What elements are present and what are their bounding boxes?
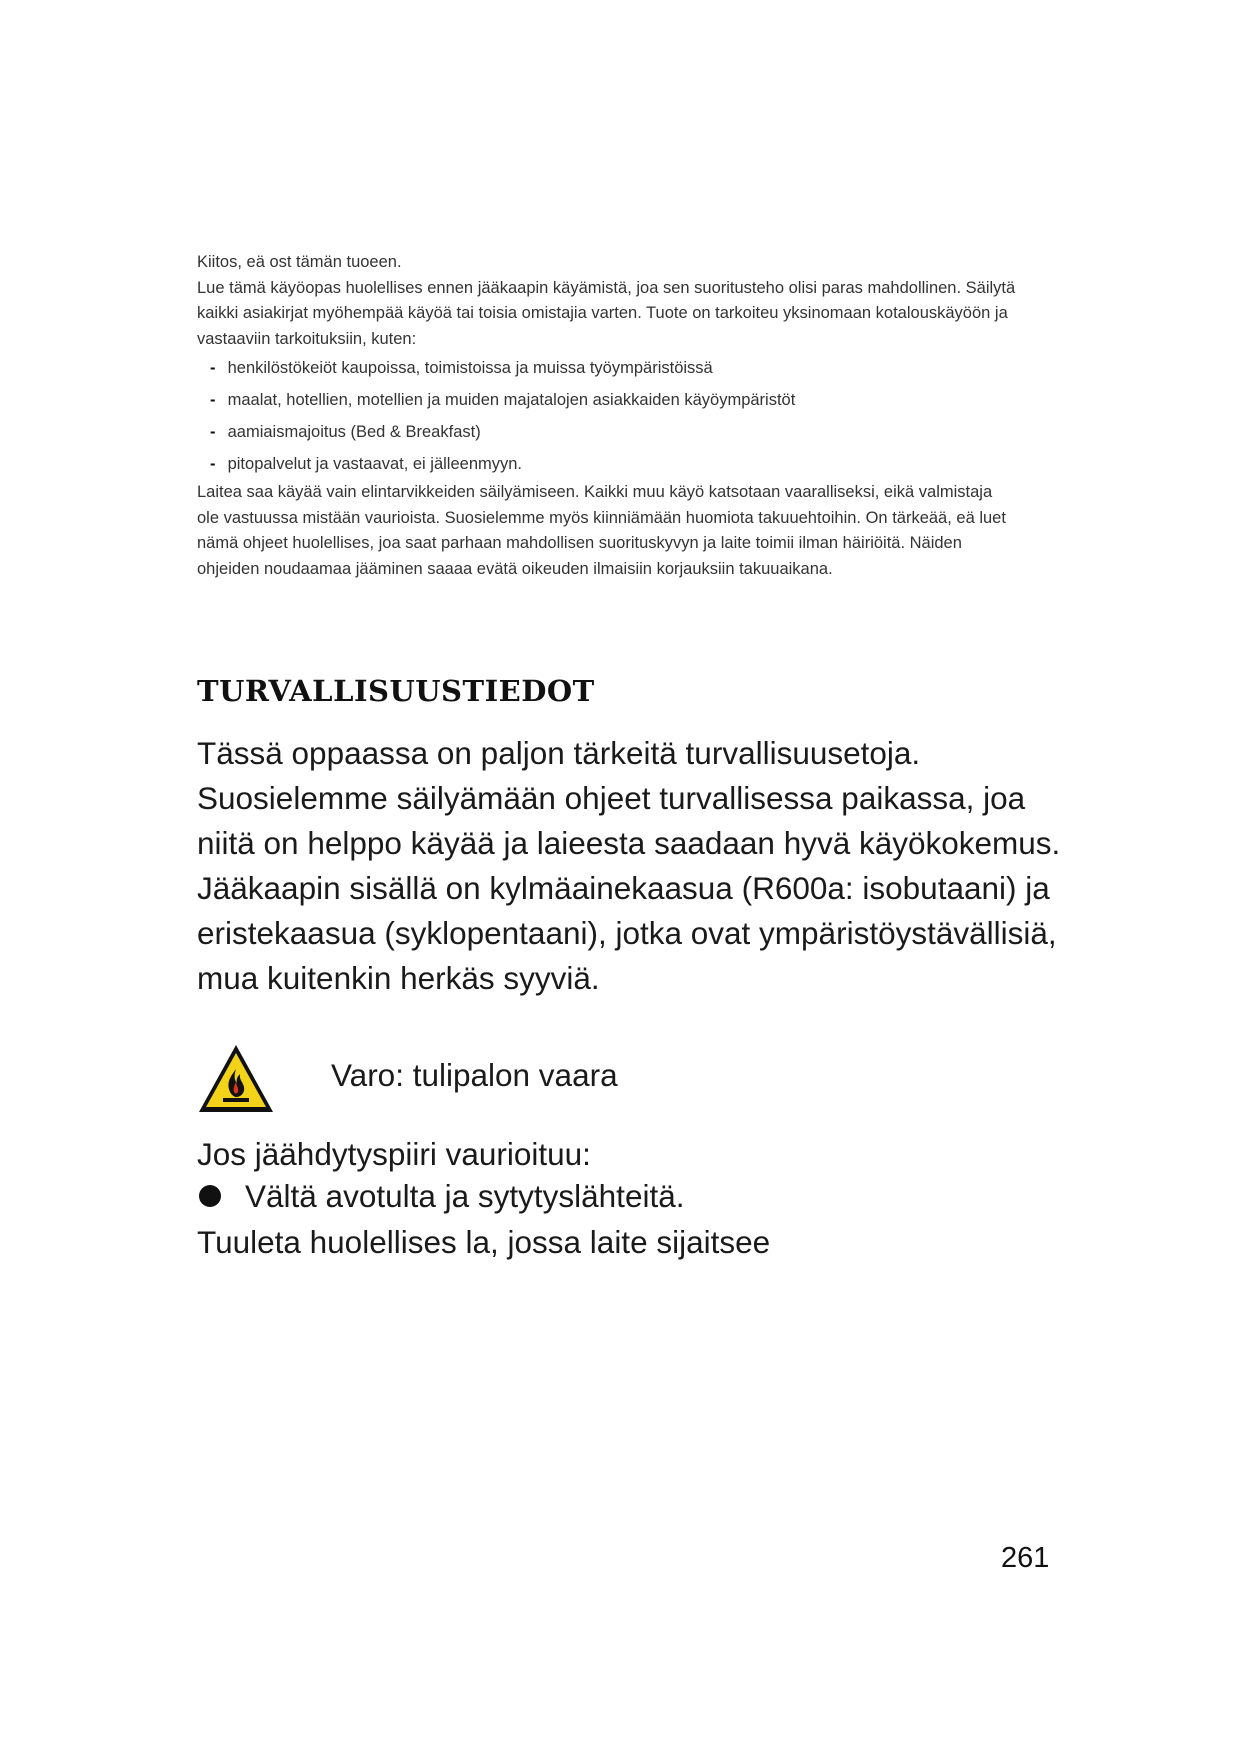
page-number: 261 — [1001, 1542, 1050, 1574]
list-item: - maalat, hotellien, motellien ja muiden majatalojen asiakkaiden käyöympäristöt — [210, 384, 1017, 416]
fire-hazard-warning-icon — [196, 1042, 276, 1116]
intro-closing: Laitea saa käyää vain elintarvikkeiden säilyämiseen. Kaikki muu käyö katsotaan vaaralliseksi, eikä valmistaja ole vastuussa mistään vaurioista. Suosielemme myös kiinniämään huomiota takuuehtoihin. On tärkeää, eä luet nämä ohjeet huolellises, joa saat parhaan mahdollisen suorituskyvyn ja laite toimii ilman häiriöitä. Näiden ohjeiden noudaamaa jääminen saaaa evätä oikeuden ilmaisiin korjauksiin takuuaikana. — [197, 483, 1006, 578]
section-heading: TURVALLISUUSTIEDOT — [197, 674, 595, 708]
dash-bullet: - — [210, 391, 216, 409]
usage-list — [197, 352, 1017, 480]
dash-bullet: - — [210, 423, 216, 441]
dash-bullet: - — [210, 359, 216, 377]
bullet-dot-icon — [199, 1185, 221, 1207]
intro-thanks: Kiitos, eä ost tämän tuoeen. — [197, 253, 402, 271]
condition-text: Jos jäähdytyspiiri vaurioituu: — [197, 1136, 591, 1172]
list-item: - aamiaismajoitus (Bed & Breakfast) — [210, 416, 1017, 448]
bullet-item — [197, 1174, 684, 1219]
list-item: - henkilöstökeiöt kaupoissa, toimistoissa ja muissa työympäristöissä — [210, 352, 1017, 384]
ventilate-text: Tuuleta huolellises la, jossa laite sijaitsee — [197, 1224, 771, 1260]
intro-section — [197, 250, 1017, 582]
bullet-text: Vältä avotulta ja sytytyslähteitä. — [245, 1178, 685, 1214]
warning-text: Varo: tulipalon vaara — [331, 1057, 618, 1093]
intro-paragraph: Lue tämä käyöopas huolellises ennen jääkaapin käyämistä, joa sen suoritusteho olisi paras mahdollinen. Säilytä kaikki asiakirjat myöhempää käyöä tai toisia omistajia varten. Tuote on tarkoiteu yksinomaan kotalouskäyöön ja vastaaviin tarkoituksiin, kuten: — [197, 278, 1016, 348]
safety-body: Tässä oppaassa on paljon tärkeitä turvallisuusetoja. Suosielemme säilyämään ohjeet turvallisessa paikassa, joa niitä on helppo käyää ja laieesta saadaan hyvä käyökokemus. Jääkaapin sisällä on kylmäainekaasua (R600a: isobutaani) ja eristekaasua (syklopentaani), jotka ovat ympäristöystävällisiä, mua kuitenkin herkäs syyviä. — [197, 735, 1061, 996]
list-item: - pitopalvelut ja vastaavat, ei jälleenmyyn. — [210, 448, 1017, 480]
dash-bullet: - — [210, 455, 216, 473]
